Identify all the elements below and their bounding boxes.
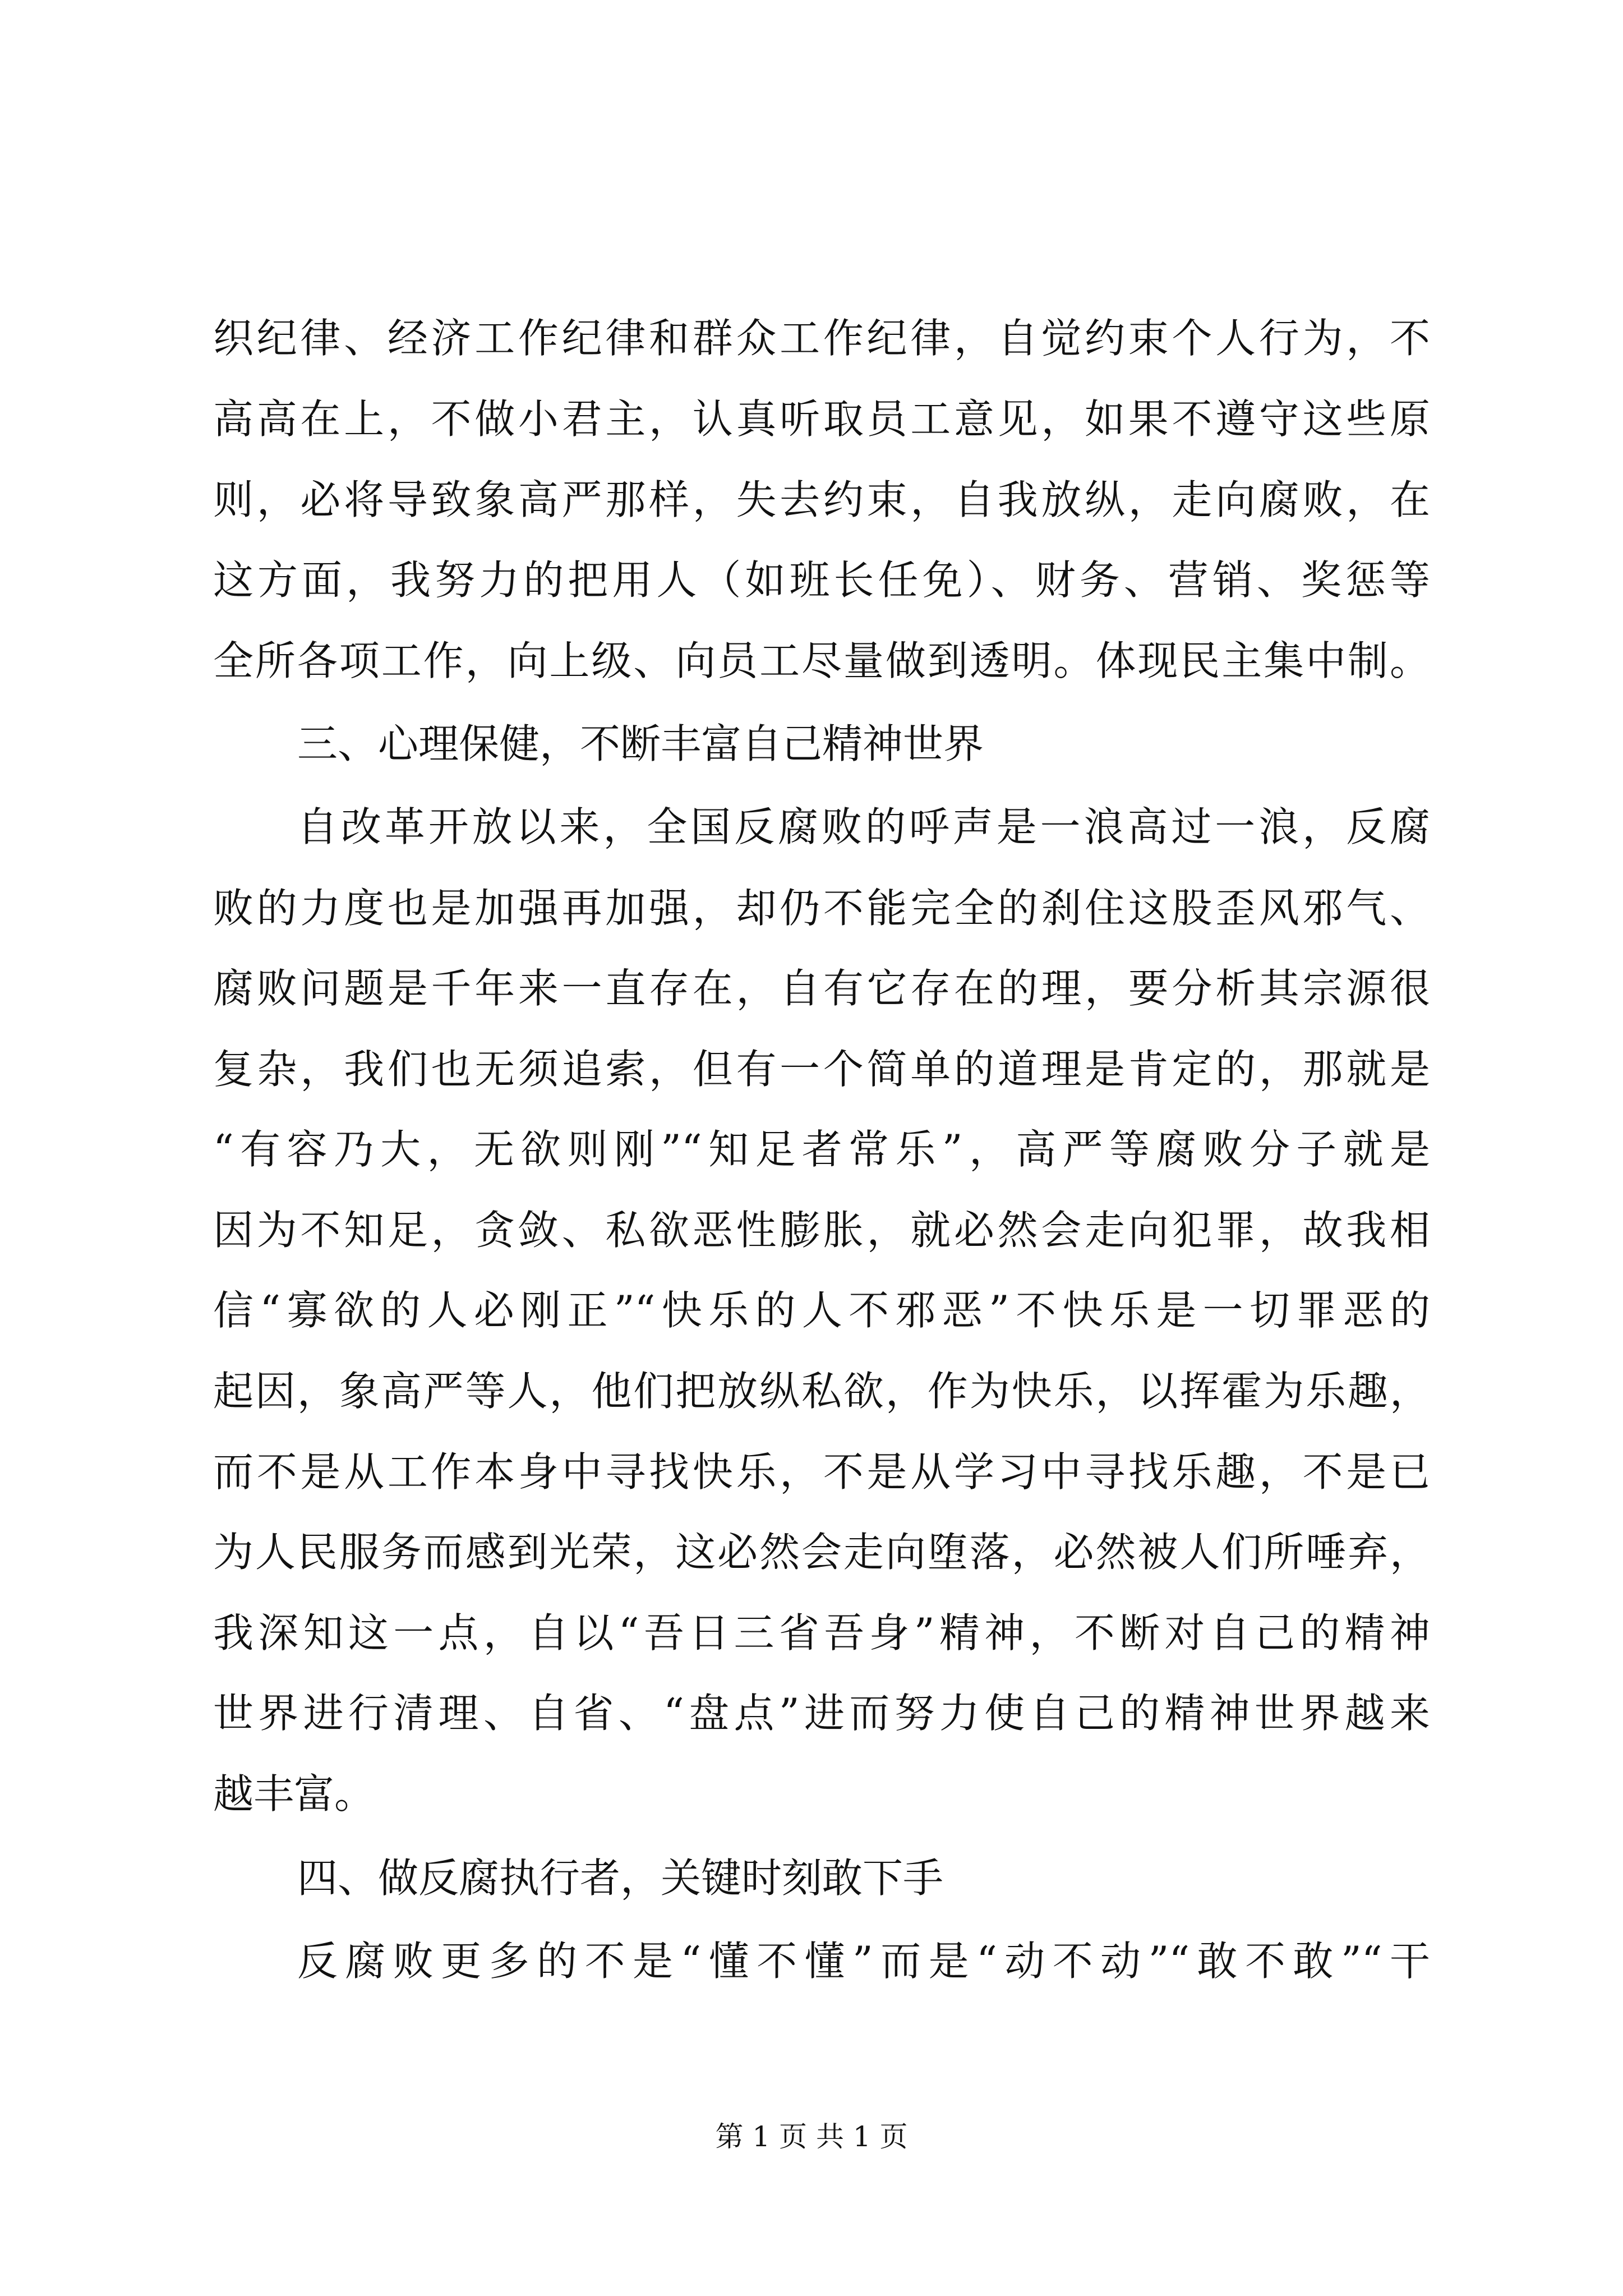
body-text-line: 复杂，我们也无须追索，但有一个简单的道理是肯定的，那就是 — [213, 1046, 1430, 1093]
section-heading: 三、心理保健，不断丰富自己精神世界 — [297, 720, 984, 767]
section-heading: 四、做反腐执行者，关键时刻敢下手 — [297, 1855, 944, 1902]
body-text-line: 腐败问题是千年来一直存在，自有它存在的理，要分析其宗源很 — [213, 965, 1430, 1012]
body-text-line: 则，必将导致象高严那样，失去约束，自我放纵，走向腐败，在 — [213, 476, 1430, 523]
body-text-line: 因为不知足，贪敛、私欲恶性膨胀，就必然会走向犯罪，故我相 — [213, 1207, 1430, 1254]
body-text-line: 越丰富。 — [213, 1770, 375, 1818]
body-text-line: 而不是从工作本身中寻找快乐，不是从学习中寻找乐趣，不是已 — [213, 1448, 1430, 1496]
body-text-line: 织纪律、经济工作纪律和群众工作纪律，自觉约束个人行为，不 — [213, 315, 1430, 362]
body-text-line: 反腐败更多的不是“懂不懂”而是“动不动”“敢不敢”“干 — [297, 1938, 1430, 1985]
body-text-line: “有容乃大，无欲则刚”“知足者常乐”，高严等腐败分子就是 — [213, 1126, 1430, 1173]
body-text-line: 自改革开放以来，全国反腐败的呼声是一浪高过一浪，反腐 — [297, 803, 1430, 850]
body-text-line: 全所各项工作，向上级、向员工尽量做到透明。体现民主集中制。 — [213, 637, 1430, 684]
body-text-line: 高高在上，不做小君主，认真听取员工意见，如果不遵守这些原 — [213, 395, 1430, 443]
body-text-line: 这方面，我努力的把用人（如班长任免）、财务、营销、奖惩等 — [213, 556, 1430, 604]
body-text-line: 败的力度也是加强再加强，却仍不能完全的刹住这股歪风邪气、 — [213, 885, 1430, 932]
body-text-line: 信“寡欲的人必刚正”“快乐的人不邪恶”不快乐是一切罪恶的 — [213, 1287, 1430, 1334]
page-number-footer: 第 1 页 共 1 页 — [715, 2120, 908, 2153]
body-text-line: 世界进行清理、自省、“盘点”进而努力使自己的精神世界越来 — [213, 1690, 1430, 1737]
body-text-line: 为人民服务而感到光荣，这必然会走向堕落，必然被人们所唾弃， — [213, 1529, 1430, 1576]
body-text-line: 起因，象高严等人，他们把放纵私欲，作为快乐，以挥霍为乐趣， — [213, 1368, 1430, 1415]
body-text-line: 我深知这一点，自以“吾日三省吾身”精神，不断对自己的精神 — [213, 1609, 1430, 1657]
